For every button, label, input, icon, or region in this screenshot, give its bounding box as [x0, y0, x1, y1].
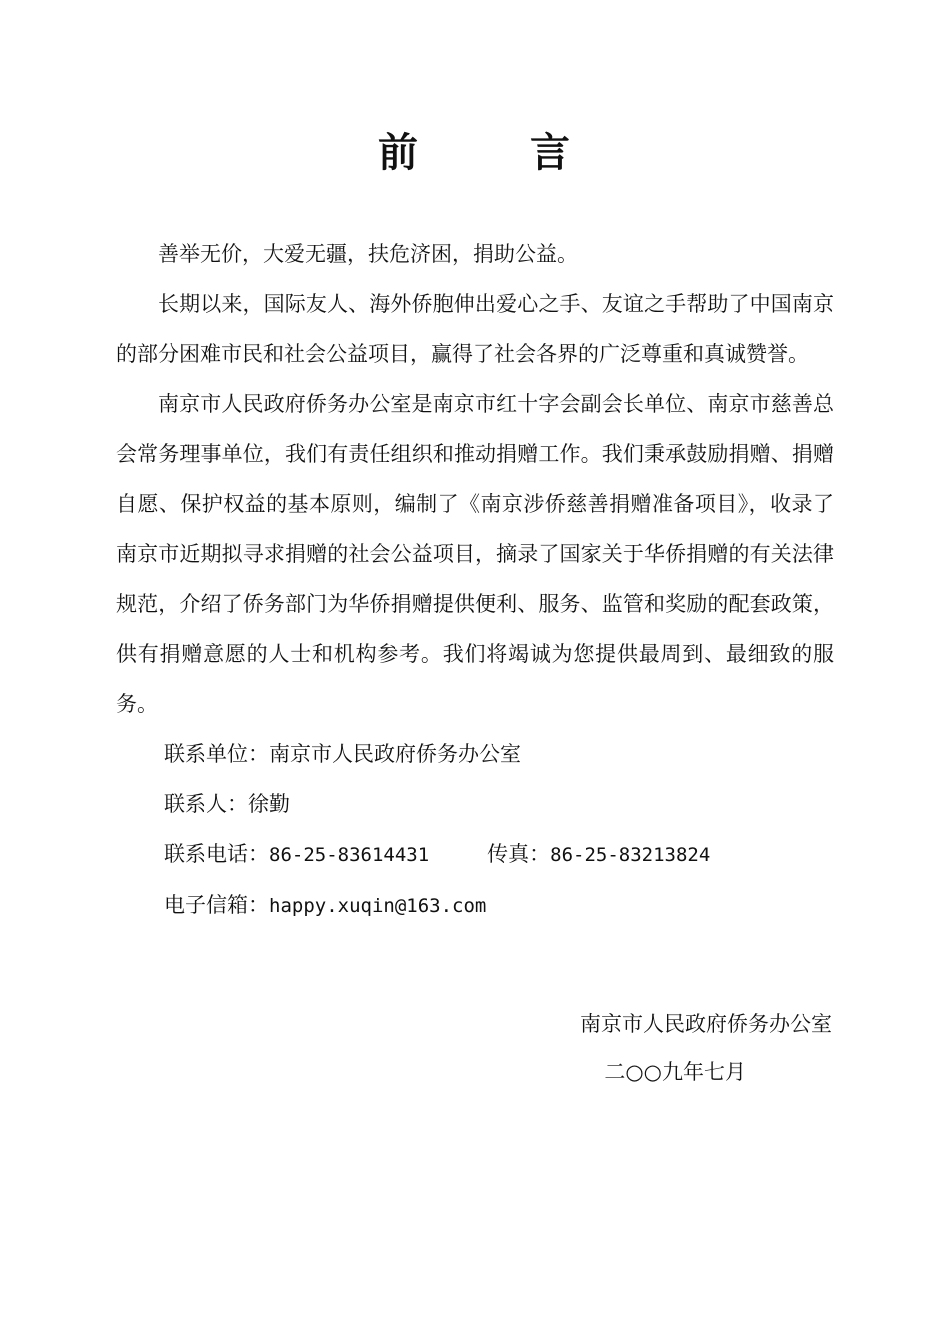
signature-date: 二○○九年七月 — [604, 1060, 746, 1084]
contact-person-value: 徐勤 — [248, 792, 290, 816]
contact-email-label: 电子信箱： — [164, 893, 269, 917]
contact-fax-value: 86-25-83213824 — [550, 844, 711, 866]
contact-unit-label: 联系单位： — [164, 742, 269, 766]
paragraph-2: 长期以来，国际友人、海外侨胞伸出爱心之手、友谊之手帮助了中国南京的部分困难市民和社会公益项目，赢得了社会各界的广泛尊重和真诚赞誉。 — [116, 292, 834, 366]
contact-email-line — [116, 880, 834, 931]
contact-phone-label: 联系电话： — [164, 842, 269, 866]
signature-org: 南京市人民政府侨务办公室 — [580, 1012, 832, 1036]
title-char-2: 言 — [530, 129, 572, 176]
signature-block — [580, 1000, 832, 1096]
contact-person-label: 联系人： — [164, 792, 248, 816]
contact-person-line — [116, 779, 834, 829]
paragraph-3: 南京市人民政府侨务办公室是南京市红十字会副会长单位、南京市慈善总会常务理事单位，我们有责任组织和推动捐赠工作。我们秉承鼓励捐赠、捐赠自愿、保护权益的基本原则，编制了《南京涉侨慈善捐赠准备项目》，收录了南京市近期拟寻求捐赠的社会公益项目，摘录了国家关于华侨捐赠的有关法律规范，介绍了侨务部门为华侨捐赠提供便利、服务、监管和奖励的配套政策，供有捐赠意愿的人士和机构参考。我们将竭诚为您提供最周到、最细致的服务。 — [116, 392, 834, 716]
contact-email-value[interactable]: happy.xuqin@163.com — [269, 895, 487, 917]
contact-phone-value: 86-25-83614431 — [269, 844, 430, 866]
contact-fax-label: 传真： — [487, 842, 551, 866]
preface-body — [116, 229, 834, 931]
paragraph-1: 善举无价，大爱无疆，扶危济困，捐助公益。 — [158, 242, 578, 266]
contact-unit-value: 南京市人民政府侨务办公室 — [269, 742, 521, 766]
contact-phone-line — [116, 829, 834, 880]
contact-unit-line — [116, 729, 834, 779]
page-title — [0, 128, 950, 178]
title-char-1: 前 — [378, 129, 420, 176]
